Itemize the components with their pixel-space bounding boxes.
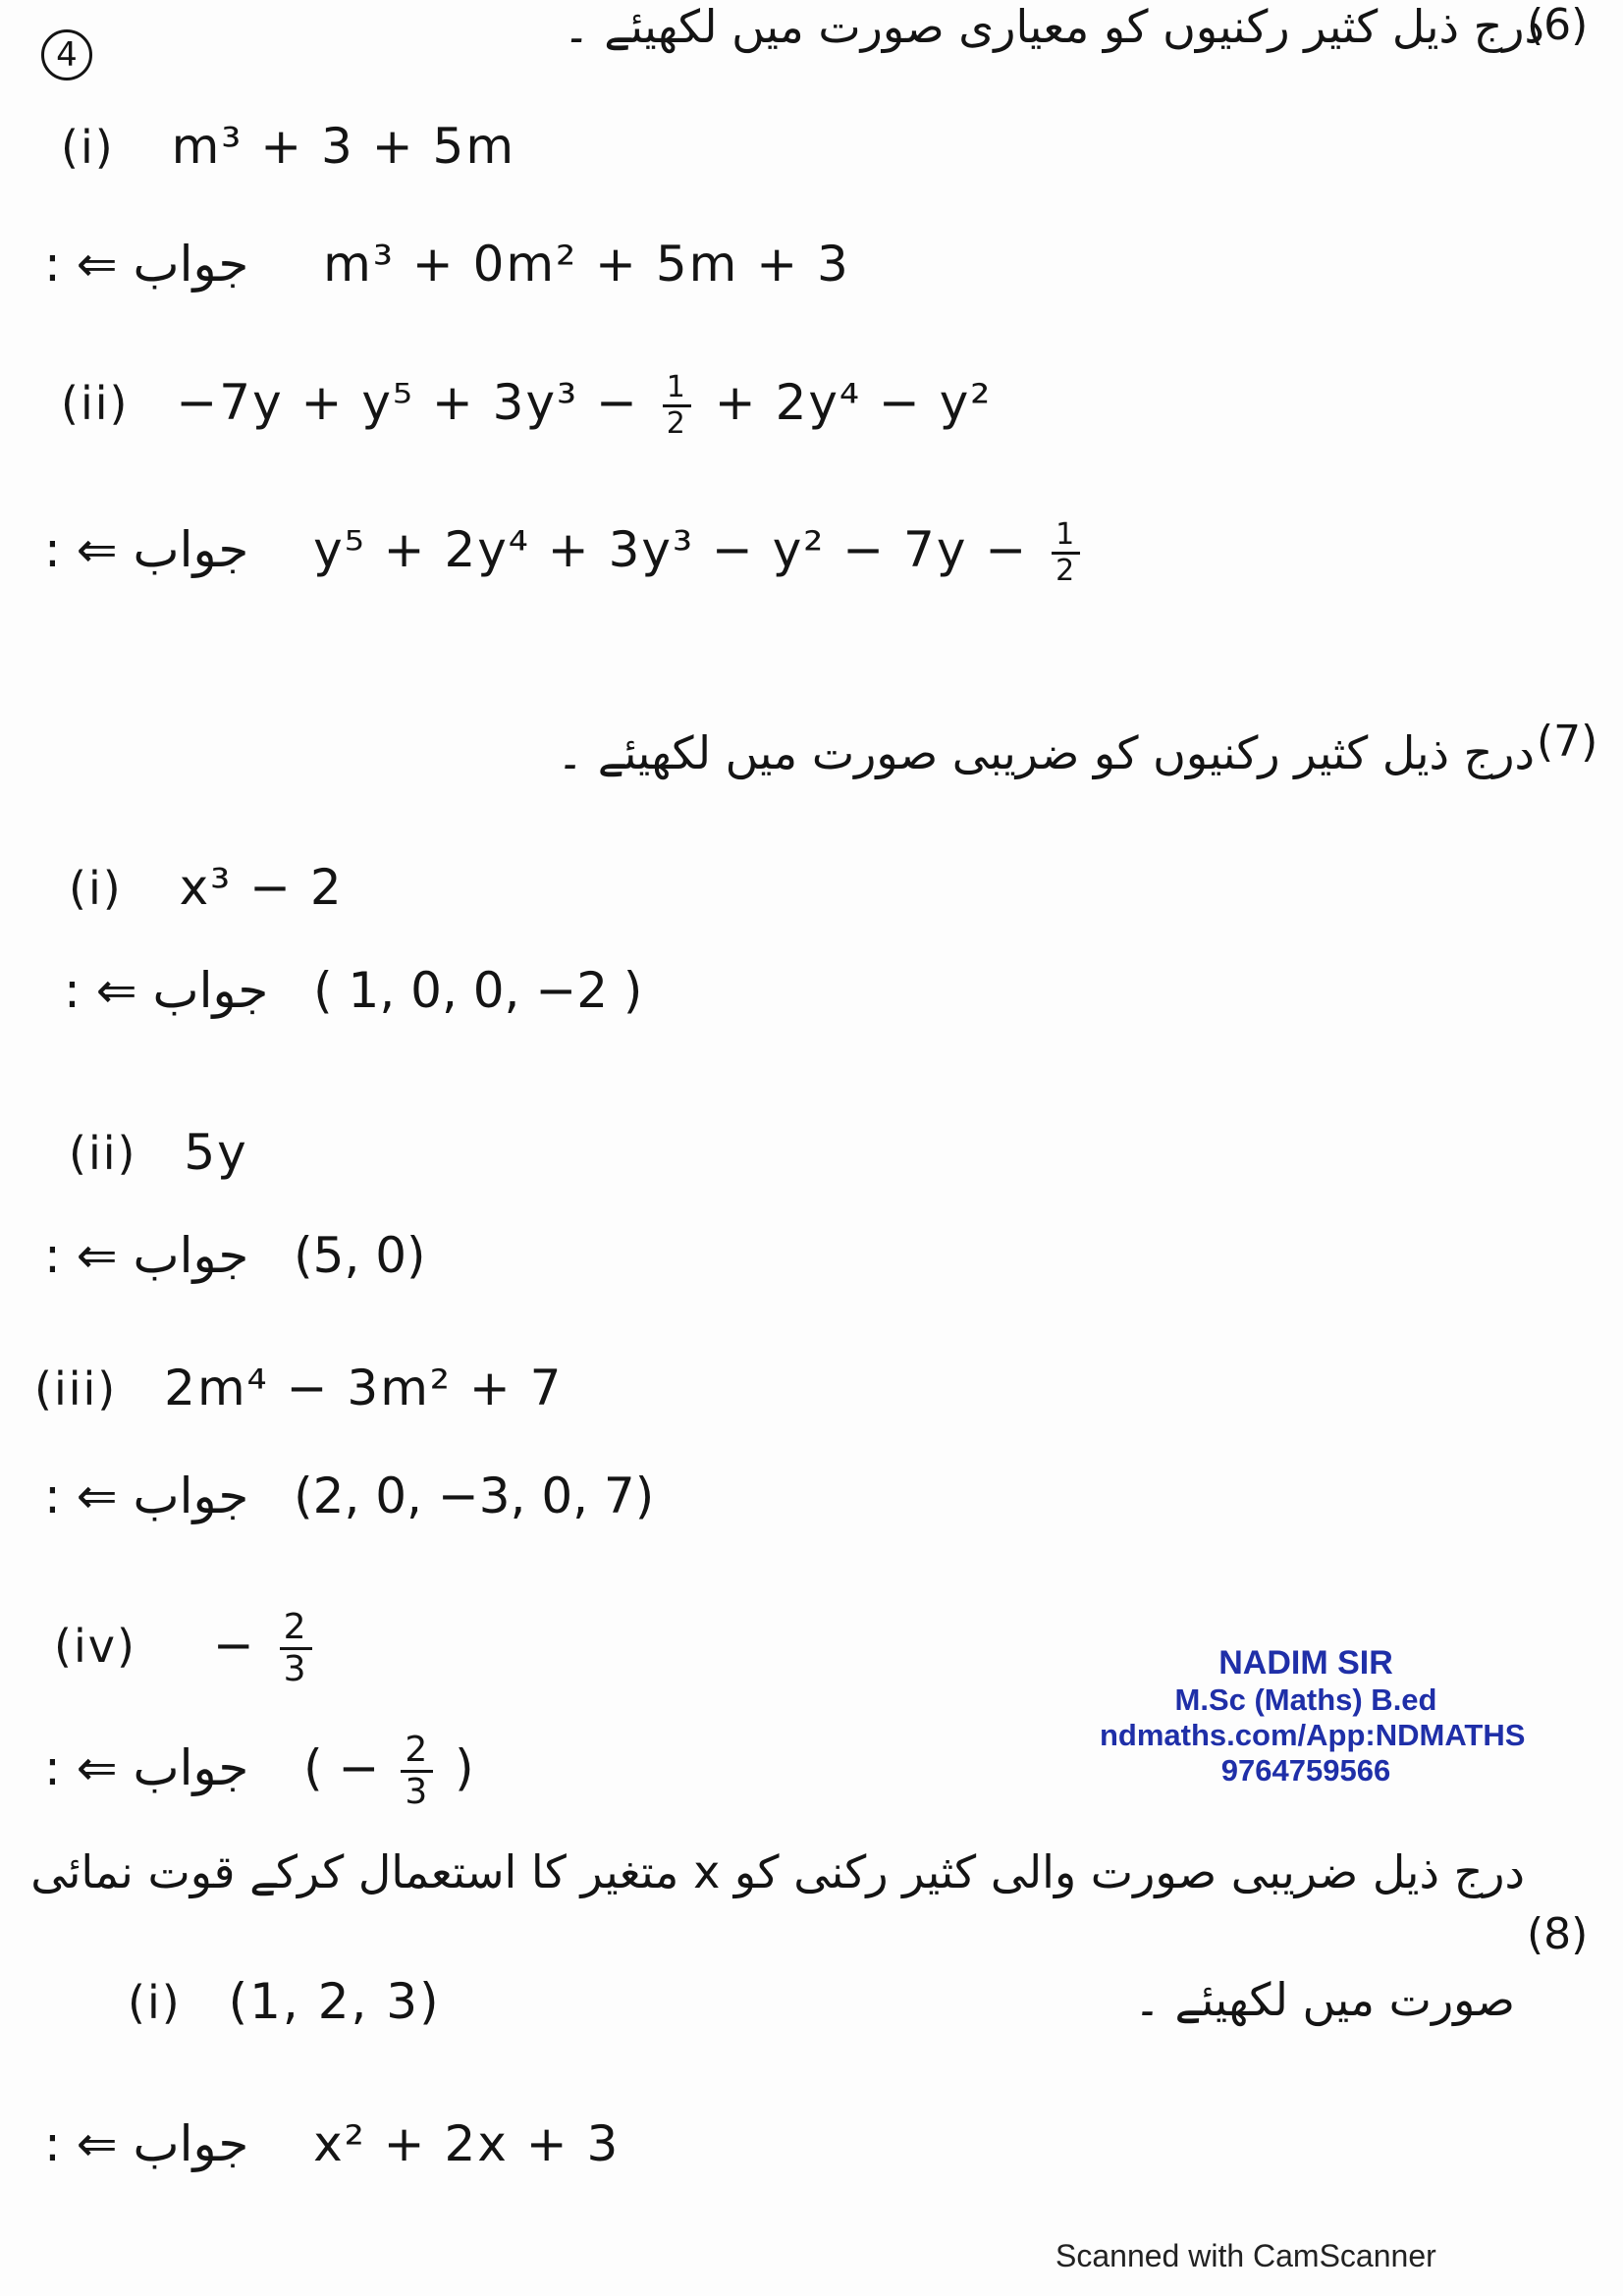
answer-label: جواب ⇐ : <box>44 1739 249 1796</box>
answer-label: جواب ⇐ : <box>44 2115 249 2172</box>
item-label: (ii) <box>69 1127 137 1180</box>
page-number: 4 <box>41 29 92 80</box>
q8-instruction-line2: صورت میں لکھیئے ۔ <box>1133 1973 1515 2026</box>
stamp-website: ndmaths.com/App:NDMATHS <box>1100 1718 1526 1752</box>
stamp-name: NADIM SIR <box>1218 1644 1393 1682</box>
q7-item-4 <box>54 1607 318 1689</box>
item-expression: 5y <box>184 1124 248 1181</box>
answer-expression: (2, 0, −3, 0, 7) <box>294 1468 655 1524</box>
item-fraction <box>663 370 691 441</box>
q6-item-2 <box>61 370 993 441</box>
item-label: (ii) <box>61 377 130 430</box>
q8-instruction-line1: درج ذیل ضریبی صورت والی کثیر رکنی کو x متغیر کا استعمال کرکے قوت نمائی <box>30 1845 1525 1898</box>
fraction-denominator: 2 <box>1055 554 1077 588</box>
q7-number: (7) <box>1537 717 1598 767</box>
item-expression: m³ + 3 + 5m <box>171 118 516 175</box>
q6-number: (6) <box>1527 0 1589 50</box>
q7-answer-3 <box>44 1468 654 1524</box>
q7-answer-1 <box>64 962 642 1019</box>
item-label: (iv) <box>54 1620 136 1673</box>
answer-expression: m³ + 0m² + 5m + 3 <box>323 236 850 293</box>
q7-instruction: درج ذیل کثیر رکنیوں کو ضریبی صورت میں لکھیئے ۔ <box>557 726 1535 779</box>
answer-open: ( − <box>303 1739 380 1796</box>
fraction-numerator: 2 <box>401 1733 433 1773</box>
answer-label: جواب ⇐ : <box>64 962 269 1019</box>
fraction-numerator: 1 <box>663 373 691 407</box>
item-fraction <box>280 1607 312 1689</box>
answer-expression: ( 1, 0, 0, −2 ) <box>313 962 643 1019</box>
fraction-numerator: 2 <box>280 1610 312 1650</box>
item-label: (iii) <box>34 1362 118 1415</box>
answer-close: ) <box>455 1739 474 1796</box>
item-expression: (1, 2, 3) <box>228 1973 441 2030</box>
answer-label: جواب ⇐ : <box>44 1468 249 1524</box>
camscanner-footer: Scanned with CamScanner <box>1055 2238 1436 2273</box>
stamp-degree: M.Sc (Maths) B.ed <box>1174 1682 1437 1717</box>
teacher-stamp <box>1100 1644 1526 1789</box>
q6-answer-2 <box>44 517 1086 588</box>
q7-item-1 <box>69 859 344 916</box>
item-expression-b: + 2y⁴ − y² <box>714 374 993 431</box>
item-expression: 2m⁴ − 3m² + 7 <box>164 1360 564 1416</box>
q6-instruction: درج ذیل کثیر رکنیوں کو معیاری صورت میں لکھیئے ۔ <box>563 0 1544 53</box>
answer-fraction <box>401 1730 433 1812</box>
answer-label: جواب ⇐ : <box>44 236 249 293</box>
fraction-denominator: 2 <box>666 406 687 441</box>
answer-expression: (5, 0) <box>294 1227 426 1284</box>
q8-item-1 <box>128 1973 441 2030</box>
fraction-denominator: 3 <box>405 1772 430 1812</box>
answer-expression: x² + 2x + 3 <box>313 2115 621 2172</box>
q6-item-1 <box>61 118 515 175</box>
item-label: (i) <box>128 1976 182 2029</box>
q7-item-2 <box>69 1124 248 1181</box>
fraction-numerator: 1 <box>1052 520 1080 555</box>
stamp-phone: 9764759566 <box>1220 1753 1391 1788</box>
q8-answer-1 <box>44 2115 620 2172</box>
q7-item-3 <box>34 1360 563 1416</box>
item-expression: x³ − 2 <box>179 859 344 916</box>
q7-answer-4 <box>44 1730 474 1812</box>
item-sign: − <box>212 1617 256 1674</box>
answer-expression-a: y⁵ + 2y⁴ + 3y³ − y² − 7y − <box>313 521 1029 578</box>
q7-answer-2 <box>44 1227 426 1284</box>
item-label: (i) <box>69 862 123 915</box>
answer-label: جواب ⇐ : <box>44 521 249 578</box>
q6-answer-1 <box>44 236 850 293</box>
item-expression-a: −7y + y⁵ + 3y³ − <box>176 374 639 431</box>
q8-number: (8) <box>1527 1909 1589 1959</box>
item-label: (i) <box>61 121 115 174</box>
fraction-denominator: 3 <box>283 1649 308 1689</box>
answer-label: جواب ⇐ : <box>44 1227 249 1284</box>
answer-fraction <box>1052 517 1080 588</box>
page-number-circle <box>41 29 92 80</box>
